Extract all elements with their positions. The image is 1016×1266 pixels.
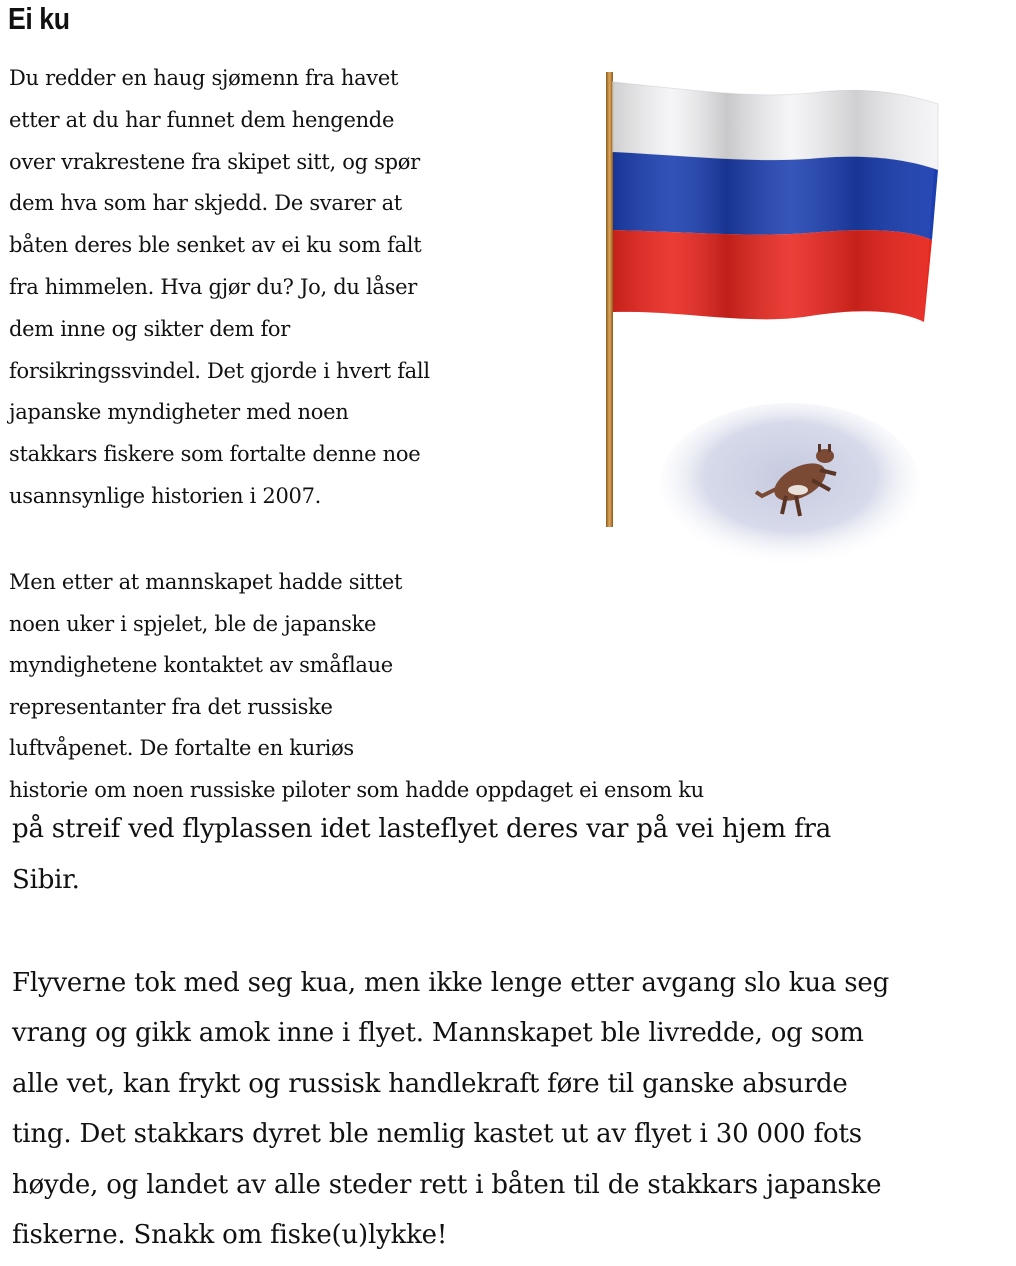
paragraph-1-line: dem hva som har skjedd. De svarer at [9, 191, 402, 216]
paragraph-4-line: høyde, og landet av alle steder rett i båten til de stakkars japanske [12, 1169, 882, 1200]
paragraph-3-line: Sibir. [12, 865, 80, 895]
paragraph-4-line: Flyverne tok med seg kua, men ikke lenge etter avgang slo kua seg [12, 968, 890, 998]
paragraph-4-line: vrang og gikk amok inne i flyet. Mannskapet ble livredde, og som [12, 1018, 864, 1049]
paragraph-4-line: ting. Det stakkars dyret ble nemlig kastet ut av flyet i 30 000 fots [12, 1119, 862, 1150]
flag-shading [613, 82, 938, 322]
paragraph-2-line: Men etter at mannskapet hadde sittet [9, 570, 403, 594]
paragraph-2-line: representanter fra det russiske [9, 694, 333, 719]
paragraph-1-line: over vrakrestene fra skipet sitt, og spør [9, 149, 420, 174]
paragraph-2-line: luftvåpenet. De fortalte en kuriøs [9, 736, 354, 761]
paragraph-1-line: japanske myndigheter med noen [9, 400, 349, 425]
russian-flag-illustration-icon [520, 60, 1000, 700]
paragraph-2-line: myndighetene kontaktet av småflaue [9, 653, 393, 678]
paragraph-1-line: usannsynlige historien i 2007. [9, 483, 322, 508]
paragraph-4-line: alle vet, kan frykt og russisk handlekraft føre til ganske absurde [12, 1068, 848, 1099]
paragraph-4-line: fiskerne. Snakk om fiske(u)lykke! [12, 1220, 448, 1251]
russian-flag-image [520, 60, 1000, 700]
paragraph-4 [12, 958, 1002, 1260]
paragraph-1-line: etter at du har funnet dem hengende [9, 107, 395, 132]
flag-pole [606, 72, 613, 527]
article-title: Ei ku [8, 1, 70, 36]
paragraph-1-line: stakkars fiskere som fortalte denne noe [9, 442, 421, 467]
paragraph-1-line: Du redder en haug sjømenn fra havet [9, 66, 399, 90]
falling-cow-photo-icon [650, 400, 920, 580]
paragraph-1-line: fra himmelen. Hva gjør du? Jo, du låser [9, 274, 417, 299]
paragraph-1-line: båten deres ble senket av ei ku som falt [9, 233, 422, 258]
paragraph-3-line: på streif ved flyplassen idet lasteflyet deres var på vei hjem fra [12, 814, 832, 844]
paragraph-3 [12, 804, 992, 906]
falling-cow-image [650, 400, 920, 580]
paragraph-2-line: noen uker i spjelet, ble de japanske [9, 611, 377, 636]
paragraph-1-line: forsikringssvindel. Det gjorde i hvert fall [9, 358, 430, 383]
paragraph-1 [9, 58, 519, 518]
paragraph-1-line: dem inne og sikter dem for [9, 316, 291, 341]
paragraph-2-line: historie om noen russiske piloter som hadde oppdaget ei ensom ku [9, 777, 704, 802]
